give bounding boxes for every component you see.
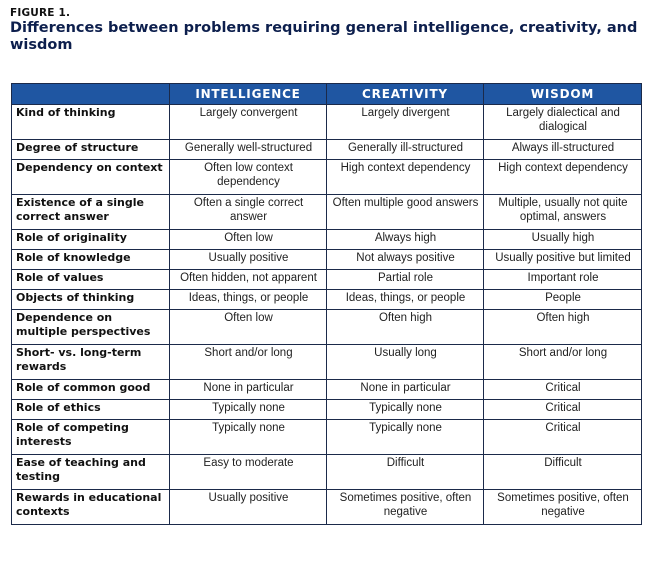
intelligence-cell: Largely convergent — [170, 105, 327, 140]
header-row — [12, 84, 642, 105]
wisdom-cell: Always ill-structured — [484, 140, 642, 160]
row-label: Role of common good — [12, 380, 170, 400]
table-row — [12, 105, 642, 140]
creativity-cell: None in particular — [327, 380, 484, 400]
header-corner-cell — [12, 84, 170, 105]
intelligence-cell: Easy to moderate — [170, 455, 327, 490]
table-row — [12, 490, 642, 525]
row-label: Role of knowledge — [12, 250, 170, 270]
row-label: Degree of structure — [12, 140, 170, 160]
intelligence-cell: Often low — [170, 230, 327, 250]
figure-label: FIGURE 1. — [10, 7, 71, 19]
creativity-cell: Not always positive — [327, 250, 484, 270]
comparison-table — [11, 83, 642, 525]
creativity-cell: Typically none — [327, 400, 484, 420]
row-label: Dependence on multiple perspectives — [12, 310, 170, 345]
creativity-cell: High context dependency — [327, 160, 484, 195]
creativity-cell: Partial role — [327, 270, 484, 290]
table-header — [12, 84, 642, 105]
wisdom-cell: Sometimes positive, often negative — [484, 490, 642, 525]
table-row — [12, 195, 642, 230]
wisdom-cell: Critical — [484, 380, 642, 400]
creativity-cell: Ideas, things, or people — [327, 290, 484, 310]
table-row — [12, 140, 642, 160]
creativity-cell: Usually long — [327, 345, 484, 380]
wisdom-cell: Largely dialectical and dialogical — [484, 105, 642, 140]
creativity-cell: Always high — [327, 230, 484, 250]
creativity-cell: Often multiple good answers — [327, 195, 484, 230]
table-row — [12, 250, 642, 270]
wisdom-cell: Difficult — [484, 455, 642, 490]
intelligence-cell: Often hidden, not apparent — [170, 270, 327, 290]
row-label: Role of ethics — [12, 400, 170, 420]
intelligence-cell: Usually positive — [170, 490, 327, 525]
table-row — [12, 270, 642, 290]
table-row — [12, 420, 642, 455]
creativity-cell: Typically none — [327, 420, 484, 455]
wisdom-cell: Short and/or long — [484, 345, 642, 380]
intelligence-cell: Ideas, things, or people — [170, 290, 327, 310]
row-label: Role of values — [12, 270, 170, 290]
wisdom-cell: Critical — [484, 400, 642, 420]
creativity-cell: Difficult — [327, 455, 484, 490]
creativity-cell: Generally ill-structured — [327, 140, 484, 160]
figure-title: Differences between problems requiring general intelligence, creativity, and wisdom — [10, 20, 638, 53]
wisdom-cell: Critical — [484, 420, 642, 455]
row-label: Role of originality — [12, 230, 170, 250]
wisdom-cell: Multiple, usually not quite optimal, answers — [484, 195, 642, 230]
creativity-cell: Often high — [327, 310, 484, 345]
intelligence-cell: Often low context dependency — [170, 160, 327, 195]
table-row — [12, 345, 642, 380]
intelligence-cell: Generally well-structured — [170, 140, 327, 160]
table-row — [12, 290, 642, 310]
table-row — [12, 230, 642, 250]
intelligence-cell: Often low — [170, 310, 327, 345]
intelligence-cell: Typically none — [170, 400, 327, 420]
creativity-cell: Sometimes positive, often negative — [327, 490, 484, 525]
table-row — [12, 455, 642, 490]
row-label: Role of competing interests — [12, 420, 170, 455]
intelligence-cell: Typically none — [170, 420, 327, 455]
row-label: Objects of thinking — [12, 290, 170, 310]
wisdom-cell: Usually high — [484, 230, 642, 250]
table-row — [12, 400, 642, 420]
row-label: Dependency on context — [12, 160, 170, 195]
table-body — [12, 105, 642, 525]
wisdom-cell: Usually positive but limited — [484, 250, 642, 270]
row-label: Short- vs. long-term rewards — [12, 345, 170, 380]
intelligence-cell: Short and/or long — [170, 345, 327, 380]
header-intelligence: INTELLIGENCE — [170, 84, 327, 105]
wisdom-cell: Important role — [484, 270, 642, 290]
row-label: Existence of a single correct answer — [12, 195, 170, 230]
creativity-cell: Largely divergent — [327, 105, 484, 140]
row-label: Ease of teaching and testing — [12, 455, 170, 490]
wisdom-cell: Often high — [484, 310, 642, 345]
intelligence-cell: Usually positive — [170, 250, 327, 270]
table-row — [12, 160, 642, 195]
header-wisdom: WISDOM — [484, 84, 642, 105]
wisdom-cell: High context dependency — [484, 160, 642, 195]
intelligence-cell: None in particular — [170, 380, 327, 400]
row-label: Rewards in educational contexts — [12, 490, 170, 525]
table-row — [12, 310, 642, 345]
wisdom-cell: People — [484, 290, 642, 310]
row-label: Kind of thinking — [12, 105, 170, 140]
table-row — [12, 380, 642, 400]
header-creativity: CREATIVITY — [327, 84, 484, 105]
intelligence-cell: Often a single correct answer — [170, 195, 327, 230]
